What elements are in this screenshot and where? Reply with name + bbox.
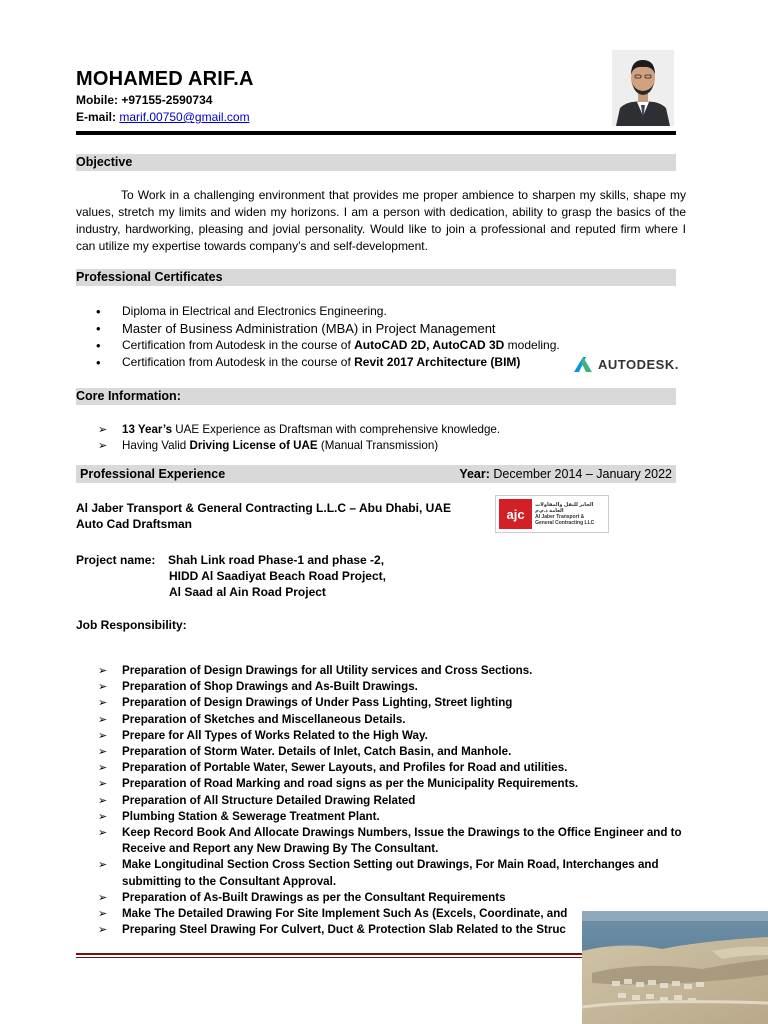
header-divider <box>76 131 676 135</box>
list-item <box>96 320 560 337</box>
arrow-bullet-icon: ➢ <box>98 810 108 823</box>
email-link[interactable]: marif.00750@gmail.com <box>119 110 250 124</box>
cert-text-end: modeling. <box>504 338 560 352</box>
responsibility-text: Preparation of Road Marking and road signs as per the Municipality Requirements. <box>122 777 579 791</box>
company-block <box>76 500 451 532</box>
certificates-heading <box>76 269 676 286</box>
cert-text: Certification from Autodesk in the course of <box>122 355 355 369</box>
list-item <box>96 303 560 320</box>
responsibility-item <box>96 809 691 825</box>
responsibility-item <box>96 760 691 776</box>
certificates-title: Professional Certificates <box>76 270 223 284</box>
list-item <box>96 438 691 454</box>
responsibility-text: Preparation of Design Drawings for all Utility services and Cross Sections. <box>122 664 533 677</box>
cert-bold: AutoCAD 2D, AutoCAD 3D <box>354 338 505 352</box>
objective-paragraph <box>76 187 686 255</box>
responsibility-text: Plumbing Station & Sewerage Treatment Plant. <box>122 809 380 823</box>
responsibility-item <box>96 663 691 679</box>
company-logo-text <box>535 502 608 526</box>
experience-heading <box>76 465 676 483</box>
responsibility-item <box>96 776 691 792</box>
certificates-list <box>96 303 560 371</box>
arrow-bullet-icon: ➢ <box>98 827 108 840</box>
responsibility-text: Preparation of As-Built Drawings as per the Consultant Requirements <box>122 890 506 904</box>
profile-photo <box>612 50 674 126</box>
arrow-bullet-icon: ➢ <box>98 908 108 921</box>
responsibility-list <box>96 663 691 938</box>
cert-text: Diploma in Electrical and Electronics Engineering. <box>122 304 387 318</box>
aerial-site-photo <box>582 911 768 1024</box>
responsibility-text: Preparation of Portable Water, Sewer Layouts, and Profiles for Road and utilities. <box>122 761 568 775</box>
cert-text: Certification from Autodesk in the course of <box>122 338 355 352</box>
arrow-bullet-icon: ➢ <box>98 697 108 710</box>
bullet-dot-icon: • <box>96 321 101 336</box>
cert-bold: Revit 2017 Architecture (BIM) <box>354 355 521 369</box>
responsibility-item <box>96 793 691 809</box>
logo-text-line: Al Jaber Transport & <box>535 514 585 520</box>
experience-years <box>459 465 672 483</box>
responsibility-text: Preparation of All Structure Detailed Drawing Related <box>122 793 416 807</box>
logo-arabic-text: الجابر للنقل والمقاولات العامة ذ.م.م <box>535 502 594 514</box>
project-item: Shah Link road Phase-1 and phase -2, <box>168 553 385 567</box>
responsibility-text: Prepare for All Types of Works Related to the High Way. <box>122 728 428 742</box>
core-bold: Driving License of UAE <box>189 439 318 453</box>
responsibility-item <box>96 728 691 744</box>
job-role: Auto Cad Draftsman <box>76 517 193 531</box>
email-line <box>76 110 250 124</box>
core-text: UAE Experience as Draftsman with comprehensive knowledge. <box>172 423 501 436</box>
logo-text-line: General Contracting LLC <box>535 520 595 526</box>
core-title: Core Information: <box>76 389 181 403</box>
arrow-bullet-icon: ➢ <box>98 762 108 775</box>
arrow-bullet-icon: ➢ <box>98 713 108 726</box>
objective-title: Objective <box>76 155 133 169</box>
ajc-logo-icon: ajc <box>499 499 532 529</box>
bullet-dot-icon: • <box>96 304 101 319</box>
responsibility-item <box>96 890 691 906</box>
bullet-dot-icon: • <box>96 355 101 370</box>
responsibility-text: Preparation of Storm Water. Details of Inlet, Catch Basin, and Manhole. <box>122 745 512 759</box>
arrow-bullet-icon: ➢ <box>98 891 108 904</box>
arrow-bullet-icon: ➢ <box>98 681 108 694</box>
core-heading <box>76 388 676 405</box>
responsibility-text: Make Longitudinal Section Cross Section Setting out Drawings, For Main Road, Interchanges and submitting to the Consultant Approval. <box>122 858 659 888</box>
arrow-bullet-icon: ➢ <box>98 665 108 677</box>
year-value: December 2014 – January 2022 <box>493 467 672 481</box>
arrow-bullet-icon: ➢ <box>98 729 108 742</box>
mobile-label: Mobile: <box>76 93 118 107</box>
project-label: Project name: <box>76 553 156 567</box>
responsibility-item <box>96 712 691 728</box>
arrow-bullet-icon: ➢ <box>98 778 108 791</box>
core-list <box>96 422 691 454</box>
email-label: E-mail: <box>76 110 117 124</box>
arrow-bullet-icon: ➢ <box>98 859 108 872</box>
company-name: Al Jaber Transport & General Contracting L.L.C – Abu Dhabi, UAE <box>76 501 451 515</box>
responsibility-text: Preparation of Sketches and Miscellaneous Details. <box>122 712 406 726</box>
list-item <box>96 354 560 371</box>
candidate-name: MOHAMED ARIF.A <box>76 68 254 90</box>
core-text: Having Valid <box>122 439 190 453</box>
responsibility-text: Preparing Steel Drawing For Culvert, Duct & Protection Slab Related to the Struc <box>122 923 566 937</box>
job-responsibility-title: Job Responsibility: <box>76 618 187 632</box>
footer-divider-thin <box>76 957 582 958</box>
arrow-bullet-icon: ➢ <box>98 924 108 937</box>
objective-heading <box>76 154 676 171</box>
arrow-bullet-icon: ➢ <box>98 746 108 759</box>
core-bold: 13 Year’s <box>122 423 173 436</box>
responsibility-item <box>96 744 691 760</box>
project-block <box>76 552 386 600</box>
project-item: HIDD Al Saadiyat Beach Road Project, <box>169 569 386 583</box>
experience-title: Professional Experience <box>80 467 226 481</box>
responsibility-item <box>96 695 691 711</box>
responsibility-item <box>96 857 691 889</box>
mobile-line <box>76 93 212 107</box>
company-logo <box>495 495 609 533</box>
mobile-value: +97155-2590734 <box>121 93 213 107</box>
objective-text: To Work in a challenging environment that provides me proper ambience to sharpen my skills, shape my values, stretch my limits and widen my horizons. I am a person with dedication, ability to grasp the basics of the industry, hardworking, pleasing and jovial personality. Would like to join a professional and reputed firm where I can utilize my expertise towards company’s and self-development. <box>76 188 686 253</box>
arrow-bullet-icon: ➢ <box>98 440 108 453</box>
bullet-dot-icon: • <box>96 338 101 353</box>
responsibility-item <box>96 679 691 695</box>
core-text-end: (Manual Transmission) <box>317 439 439 453</box>
responsibility-text: Make The Detailed Drawing For Site Implement Such As (Excels, Coordinate, and <box>122 907 568 921</box>
arrow-bullet-icon: ➢ <box>98 424 108 436</box>
cert-text: Master of Business Administration (MBA) in Project Management <box>122 321 496 336</box>
responsibility-item <box>96 825 691 857</box>
footer-divider <box>76 953 582 955</box>
responsibility-text: Preparation of Design Drawings of Under Pass Lighting, Street lighting <box>122 696 513 710</box>
autodesk-logo-text: AUTODESK. <box>598 356 679 372</box>
project-item: Al Saad al Ain Road Project <box>169 585 326 599</box>
list-item <box>96 337 560 354</box>
arrow-bullet-icon: ➢ <box>98 794 108 807</box>
profile-photo-icon <box>612 50 674 126</box>
responsibility-text: Preparation of Shop Drawings and As-Built Drawings. <box>122 680 418 694</box>
autodesk-logo-icon <box>573 356 593 372</box>
responsibility-text: Keep Record Book And Allocate Drawings Numbers, Issue the Drawings to the Office Engineer and to Receive and Report any New Drawing By The Consultant. <box>122 826 682 856</box>
list-item <box>96 422 691 438</box>
aerial-photo-icon <box>582 911 768 1024</box>
year-label: Year: <box>459 467 490 481</box>
autodesk-logo <box>573 354 679 374</box>
